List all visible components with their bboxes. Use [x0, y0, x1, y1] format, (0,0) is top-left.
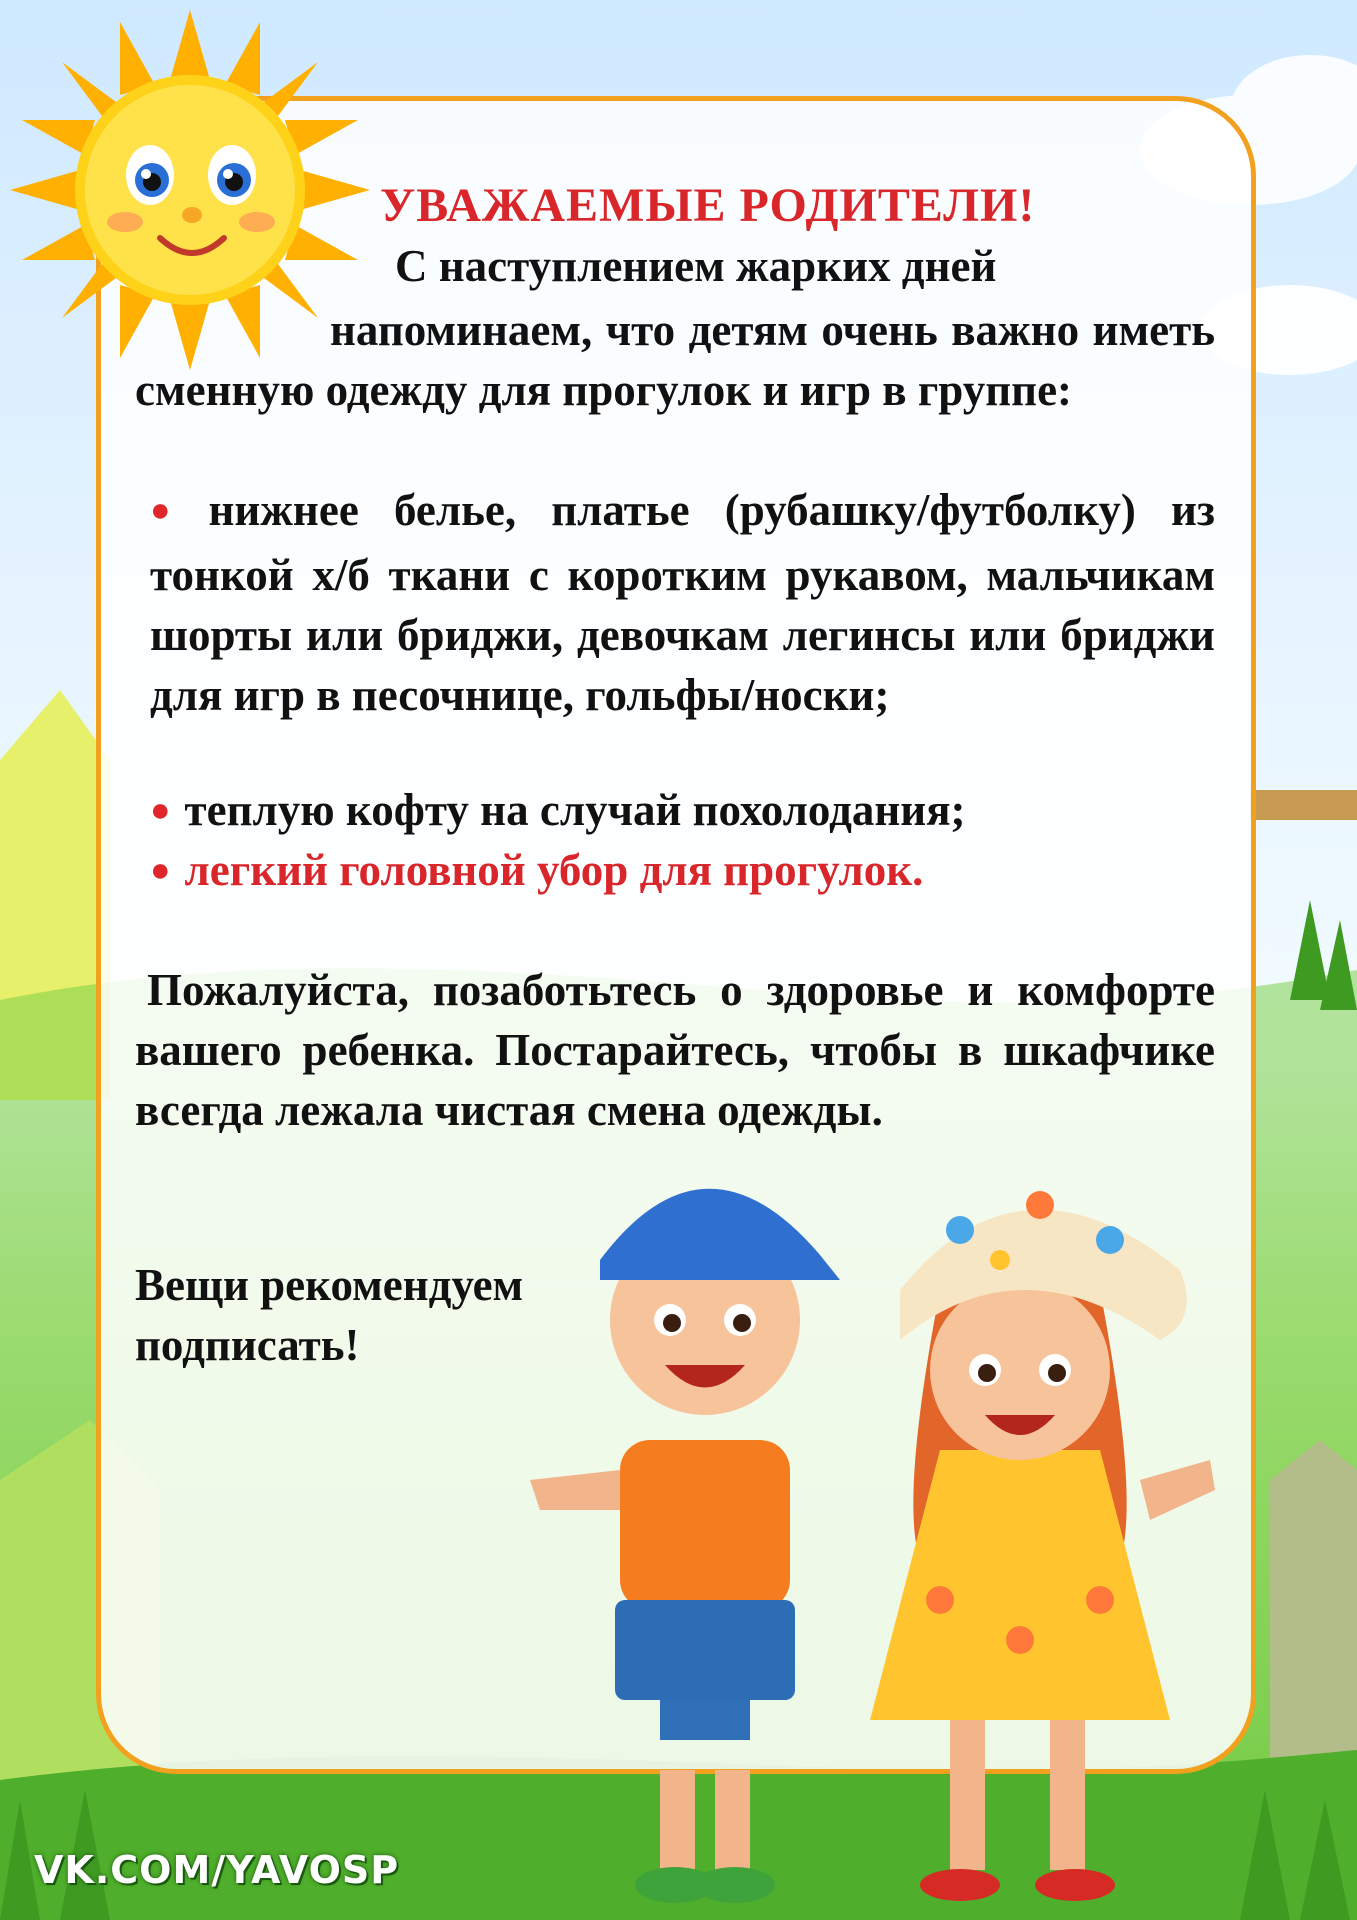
intro-paragraph: напоминаем, что детям очень важно иметь сменную одежду для прогулок и игр в группе:	[135, 305, 1215, 415]
page-title: УВАЖАЕМЫЕ РОДИТЕЛИ!	[380, 179, 1036, 232]
sign-note: Вещи рекомендуем подписать!	[135, 1260, 524, 1370]
bullet-icon: ●	[150, 792, 171, 829]
children-illustration	[520, 1120, 1220, 1920]
bullet-icon: ●	[150, 492, 195, 529]
intro-first-line: С наступлением жарких дней	[395, 241, 997, 291]
list-item	[150, 480, 1215, 725]
list-item-text: легкий головной убор для прогулок.	[184, 845, 924, 895]
list-item	[150, 780, 1230, 845]
care-paragraph: Пожалуйста, позаботьтесь о здоровье и комфорте вашего ребенка. Постарайтесь, чтобы в шкафчике всегда лежала чистая смена одежды.	[135, 965, 1215, 1135]
girl-icon	[870, 1191, 1215, 1901]
list-item-text: нижнее белье, платье (рубашку/футболку) из тонкой х/б ткани с коротким рукавом, мальчикам шорты или бриджи, девочкам легинсы или бриджи для игр в песочнице, гольфы/носки;	[150, 485, 1215, 720]
bullet-icon: ●	[150, 852, 171, 889]
list-item-highlight	[150, 840, 1230, 905]
footer-link[interactable]: VK.COM/YAVOSP	[34, 1848, 400, 1892]
list-item-text: теплую кофту на случай похолодания;	[184, 785, 966, 835]
